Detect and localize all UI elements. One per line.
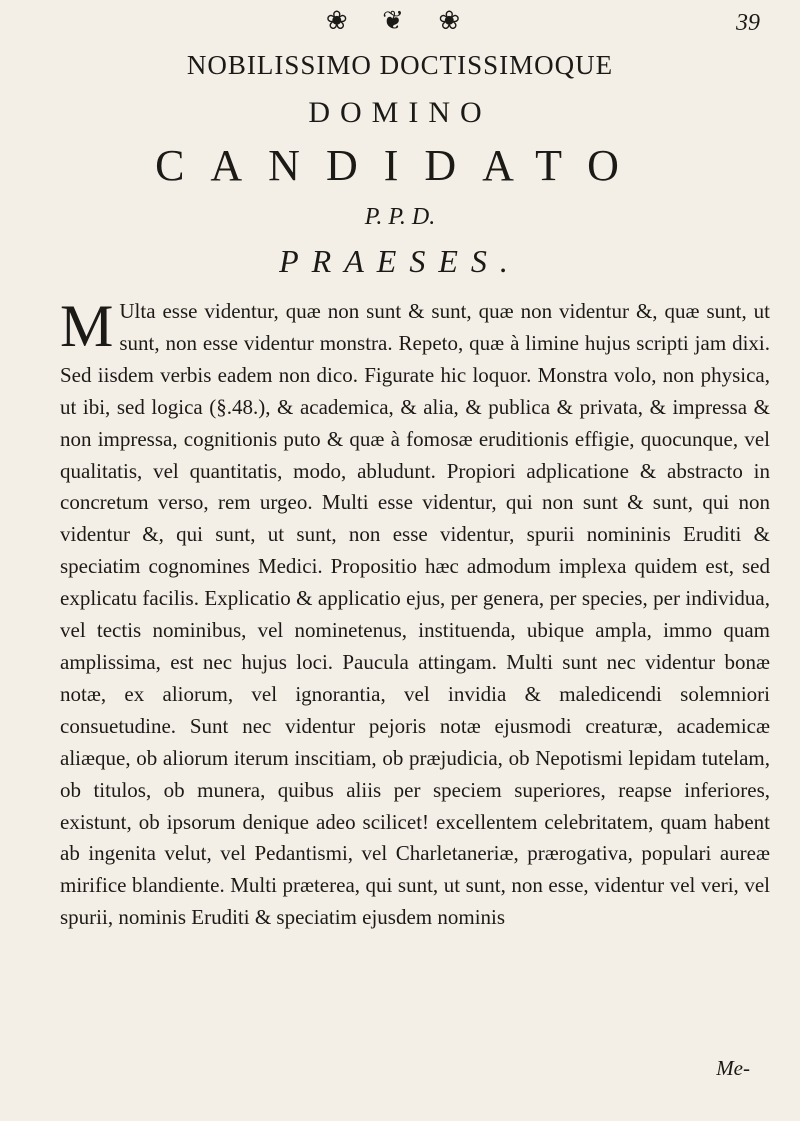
catchword: Me- bbox=[716, 1056, 750, 1080]
title-line-3: CANDIDATO bbox=[155, 141, 645, 190]
body-text: Ulta esse videntur, quæ non sunt & sunt, quæ non videntur &, quæ sunt, ut sunt, non esse videntur monstra. Repeto, quæ à limine hujus scripti jam dixi. Sed iisdem verbis eadem non dico. Figurate hic loquor. Monstra volo, non physica, ut ibi, sed logica (§.48.), & academica, & alia, & publica & privata, & impressa & non impressa, cognitionis puto & quæ à fomosæ eruditionis effigie, quocunque, vel qualitatis, vel quantitatis, modo, abludunt. Propiori adplicatione & abstracto in concretum verso, rem urgeo. Multi esse videntur, qui non sunt & sunt, qui non videntur &, qui sunt, ut sunt, non esse videntur, spurii nomininis Eruditi & speciatim cognomines Medici. Propositio hæc admodum implexa quidem est, sed explicatu facilis. Explicatio & applicatio ejus, per genera, per species, per individua, vel tectis nominibus, vel nominetenus, instituenda, ubique ampla, immo quam amplissima, est nec hujus loci. Paucula attingam. Multi sunt nec videntur bonæ notæ, ex aliorum, vel ignorantia, vel invidia & maledicendi solemniori consuetudine. Sunt nec videntur pejoris notæ ejusmodi creaturæ, academicæ aliæque, ob aliorum iterum inscitiam, ob præjudicia, ob Nepotismi lepidam tutelam, ob titulos, ob munera, quibus aliis per speciem superiores, reapse inferiores, existunt, ob ipsorum denique adeo scilicet! excellentem celebritatem, quam habent ab ingenita velut, vel Pedantismi, vel Charletaneriæ, prærogativa, populari aureæ mirifice blandiente. Multi præterea, qui sunt, ut sunt, non esse, videntur vel veri, vel spurii, nominis Eruditi & speciatim ejusdem nominis bbox=[60, 299, 770, 930]
body-paragraph bbox=[60, 293, 770, 934]
drop-cap: M bbox=[60, 293, 114, 359]
title-line-5: PRAESES. bbox=[279, 243, 521, 279]
page-number: 39 bbox=[736, 10, 760, 36]
title-line-2: DOMINO bbox=[308, 96, 492, 129]
head-ornament: ❀ ❦ ❀ bbox=[325, 6, 475, 35]
title-line-4: P. P. D. bbox=[364, 204, 436, 230]
title-line-1: NOBILISSIMO DOCTISSIMOQUE bbox=[186, 50, 614, 80]
